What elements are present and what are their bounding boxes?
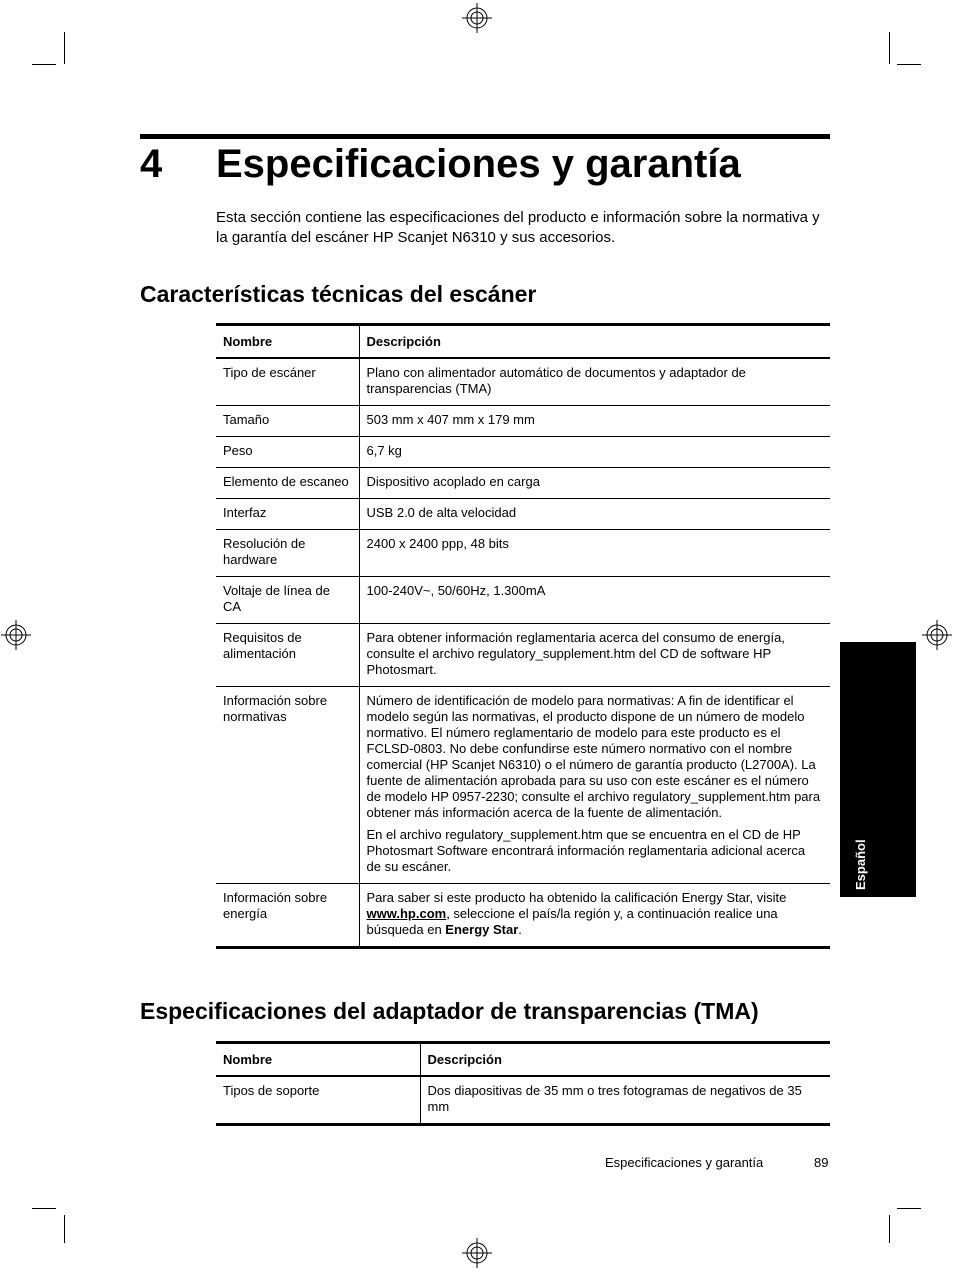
spec-name: Voltaje de línea de CA: [216, 577, 359, 624]
crop-mark: [32, 1208, 56, 1209]
table-header-row: [216, 325, 830, 359]
spec-description: 2400 x 2400 ppp, 48 bits: [359, 530, 830, 577]
spec-description: Dispositivo acoplado en carga: [359, 468, 830, 499]
hp-website-link[interactable]: www.hp.com: [366, 906, 447, 921]
spec-name: Tipos de soporte: [216, 1076, 420, 1125]
energy-text: , seleccione el país/la región y, a continuación realice una búsqueda en: [366, 906, 778, 937]
spec-description: [359, 884, 830, 948]
energy-star-term: Energy Star: [445, 922, 519, 937]
spec-description: Dos diapositivas de 35 mm o tres fotogramas de negativos de 35 mm: [420, 1076, 830, 1125]
spec-name: Peso: [216, 437, 359, 468]
energy-text: Para saber si este producto ha obtenido la calificación Energy Star, visite: [366, 890, 787, 905]
table-row: [216, 884, 830, 948]
crop-mark: [64, 1215, 65, 1243]
section-heading-tma-specs: Especificaciones del adaptador de transparencias (TMA): [140, 998, 759, 1024]
regulatory-paragraph-additional: En el archivo regulatory_supplement.htm que se encuentra en el CD de HP Photosmart Software encontrará información reglamentaria adicional acerca de su escáner.: [366, 827, 806, 874]
spec-name: Tipo de escáner: [216, 358, 359, 406]
spec-name: Elemento de escaneo: [216, 468, 359, 499]
crop-mark: [897, 1208, 921, 1209]
column-header-description: Descripción: [420, 1043, 830, 1077]
crop-mark: [32, 64, 56, 65]
spec-description: 100-240V~, 50/60Hz, 1.300mA: [359, 577, 830, 624]
spec-name: Tamaño: [216, 406, 359, 437]
table-row: [216, 1076, 830, 1125]
spec-name: Interfaz: [216, 499, 359, 530]
registration-mark-icon: [1, 620, 31, 650]
footer-chapter-title: Especificaciones y garantía: [605, 1155, 764, 1170]
table-row: [216, 437, 830, 468]
column-header-description: Descripción: [359, 325, 830, 359]
table-row: [216, 499, 830, 530]
chapter-number: 4: [140, 142, 163, 186]
table-row: [216, 577, 830, 624]
spec-name: Información sobre normativas: [216, 687, 359, 884]
table-header-row: [216, 1043, 830, 1077]
column-header-name: Nombre: [216, 1043, 420, 1077]
registration-mark-icon: [462, 1238, 492, 1268]
tma-specs-table: [216, 1041, 830, 1126]
table-row: [216, 358, 830, 406]
spec-name: Información sobre energía: [216, 884, 359, 948]
registration-mark-icon: [462, 3, 492, 33]
crop-mark: [897, 64, 921, 65]
language-tab-label: Español: [853, 839, 868, 890]
table-row: [216, 530, 830, 577]
chapter-title: Especificaciones y garantía: [216, 142, 741, 186]
table-row: [216, 687, 830, 884]
crop-mark: [889, 1215, 890, 1243]
spec-description: [359, 687, 830, 884]
column-header-name: Nombre: [216, 325, 359, 359]
spec-description: Plano con alimentador automático de documentos y adaptador de transparencias (TMA): [359, 358, 830, 406]
table-row: [216, 624, 830, 687]
chapter-intro: Esta sección contiene las especificaciones del producto e información sobre la normativa y la garantía del escáner HP Scanjet N6310 y sus accesorios.: [216, 209, 820, 246]
energy-text: .: [518, 922, 522, 937]
chapter-rule: [140, 134, 830, 139]
section-heading-scanner-specs: Características técnicas del escáner: [140, 281, 537, 307]
footer-page-number: 89: [814, 1155, 829, 1170]
spec-name: Resolución de hardware: [216, 530, 359, 577]
spec-description: Para obtener información reglamentaria acerca del consumo de energía, consulte el archivo regulatory_supplement.htm del CD de software HP Photosmart.: [359, 624, 830, 687]
spec-description: 503 mm x 407 mm x 179 mm: [359, 406, 830, 437]
spec-description: 6,7 kg: [359, 437, 830, 468]
regulatory-paragraph: Número de identificación de modelo para normativas: A fin de identificar el modelo según las normativas, el producto dispone de un número de modelo normativo. El número reglamentario de modelo para este producto es el FCLSD-0803. No debe confundirse este número normativo con el nombre comercial (HP Scanjet N6310) o el número de garantía producto (L2700A). La fuente de alimentación aprobada para su uso con este escáner es el número de modelo HP 0957-2230; consulte el archivo regulatory_supplement.htm para obtener más información acerca de la fuente de alimentación.: [366, 693, 821, 820]
crop-mark: [64, 32, 65, 64]
spec-name: Requisitos de alimentación: [216, 624, 359, 687]
table-row: [216, 406, 830, 437]
scanner-specs-table: [216, 323, 830, 949]
language-side-tab: [840, 642, 916, 897]
spec-description: USB 2.0 de alta velocidad: [359, 499, 830, 530]
crop-mark: [889, 32, 890, 64]
table-row: [216, 468, 830, 499]
registration-mark-icon: [922, 620, 952, 650]
